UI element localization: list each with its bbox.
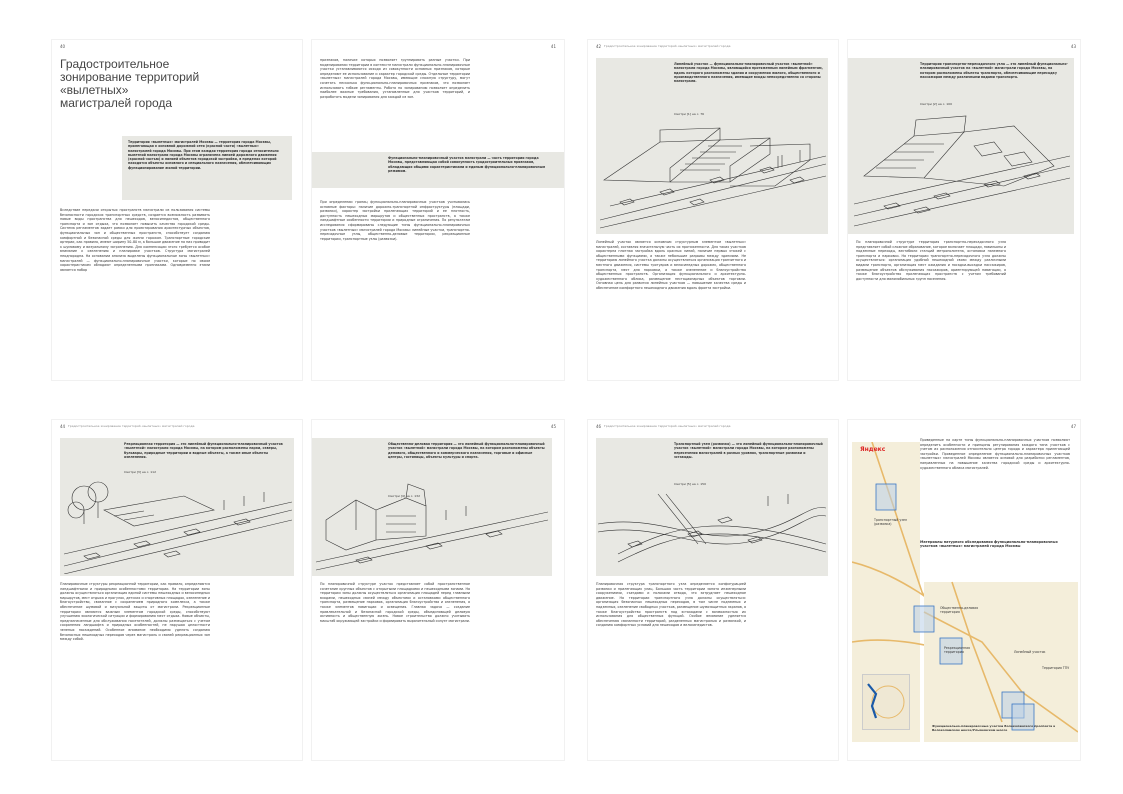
definition-text: Функционально-планировочный участок магистрали — часть территории города Москвы, представляющая собой совокупность градостроительных признаков, обладающих общими характеристиками и единым функционально-планировочным режимом.: [388, 156, 545, 173]
page-42: [588, 40, 838, 380]
page-45: [312, 420, 564, 760]
reference-label: Смотри [3] на с. 112: [124, 470, 156, 474]
label-recreation-territory: Рекреационная территория: [944, 646, 970, 654]
linear-section-sketch: [600, 120, 826, 230]
definition-text: Рекреационная территория — это линейный функционально-планировочный участок «вылетной» магистрали города Москвы, на котором расположены парки, скверы, бульвары, природные территории и водные объекты, а также иные объекты озеленения.: [124, 442, 283, 459]
running-head: Градостроительное зонирование территорий «вылетных» магистралей города: [604, 44, 731, 48]
page-title: Градостроительное зонирование территорий «вылетных» магистралей города: [60, 57, 200, 110]
page-41: [312, 40, 564, 380]
reference-label: Смотри [1] на с. 76: [674, 112, 705, 116]
body-text-top: признаков, наличие которых позволяет группировать разные участки. При моделировании территории в контексте магистрали функционально-планировочные участки устанавливаются исходя из совокупности основных признаков, которые определяют ее использование и характер городской среды. Отдельные территории «вылетных» магистралей города Москвы, имеющие сложную структуру, могут сочетать несколько функционально-планировочных признаков, что позволяет использовать гибкие регламенты. Работа по зонированию позволяет определить наиболее важные требования, установленные для участков территорий, и разработать модели зонирования для каждой из зон.: [320, 58, 470, 99]
body-text: Линейный участок является основным структурным элементом «вылетных» магистралей, составляя значительную часть их протяженности. Для таких участков характерна плотная застройка вдоль красных линий, наличие первых этажей с общественными функциями, а также небольшие разрывы между зданиями. Не территорию линейного участка должны осуществляться организация транзитного и местного движения, системы тротуаров и велосипедных дорожек, общественного транспорта, мест для парковки, а также озеленение и благоустройство общественных пространств. Организация функционального и архитектурно-художественного облика, размещение нестационарных объектов торговли. Основная цель для развития линейных участков — повышение качества среды и обеспечение комфортного пешеходного движения вдоль фронта застройки.: [596, 240, 746, 290]
running-head: Градостроительное зонирование территорий «вылетных» магистралей города: [68, 424, 195, 428]
reference-label: Смотри [4] на с. 132: [388, 494, 420, 498]
body-text: Планировочные структуры рекреационной территории, как правило, определяются ландшафтными и природными особенностями территории. На территории зоны должны осуществляться организация единой системы пешеходных и велосипедных маршрутов, мест отдыха и прогулок, детских и спортивных площадок, озеленение и благоустройство, связанное с сохранением природного комплекса, а также обеспечение шумовой и визуальной защиты от магистрали. Рекреационные территории являются важным элементом городской среды, способствуют улучшению экологической ситуации и формированию мест отдыха. Новые объекты, предназначенные для обслуживания посетителей, должны размещаться с учетом сохранения ландшафта и природных особенностей, не нарушая целостности зеленых насаждений. Особенное внимание необходимо уделять созданию безопасных пешеходных переходов через магистраль и связей рекреационных зон между собой.: [60, 582, 210, 642]
definition-text: Транспортный узел (развязка) — это линейный функционально-планировочный участок «вылетной» магистрали города Москвы, на котором расположены пересечения магистралей в разных уровнях, транспортные развязки и эстакады.: [674, 442, 823, 459]
page-40: [52, 40, 302, 380]
tpu-sketch: [854, 106, 1070, 232]
page-number: 45: [550, 424, 556, 429]
reference-label: Смотри [5] на с. 150: [674, 482, 706, 486]
page-number: 40: [60, 44, 66, 49]
interchange-sketch: [598, 484, 826, 576]
label-business-territory: Общественно-деловая территория: [940, 606, 979, 614]
body-text: По планировочной структуре участок представляет собой пространственное сочетание крупных объектов с открытыми площадками и пешеходными зонами. На территории зоны должны осуществляться организация площадей перед главными входами, пешеходных связей между объектами и остановками общественного транспорта, размещение парковок, организация благоустройства и озеленения, а также элементов навигации и освещения. Главная задача — создание привлекательной и безопасной городской среды, объединяющей деловую активность и общественную жизнь. Новое строительство должно учитывать масштаб окружающей застройки и формировать выразительный силуэт магистрали.: [320, 582, 470, 623]
bottom-caption: Функционально-планировочные участки Волоколамского проспекта в Волоколамском шоссе/Ульяновском шоссе: [932, 724, 1056, 733]
label-linear-section: Линейный участок: [1014, 650, 1046, 654]
running-head: Градостроительное зонирование территорий «вылетных» магистралей города: [604, 424, 731, 428]
page-number: 41: [550, 44, 556, 49]
label-transport-node: Транспортный узел (развязка): [874, 518, 907, 526]
inset-map-shape: [862, 674, 908, 728]
page-44: [52, 420, 302, 760]
page-number: 47: [1070, 424, 1076, 429]
recreation-sketch: [64, 470, 292, 574]
definition-text: Общественно-деловая территория — это линейный функционально-планировочный участок «вылетной» магистрали города Москвы, на котором расположены объекты делового, общественного и коммерческого назначения, торговые и офисные центры, гостиницы, объекты культуры и спорта.: [388, 442, 545, 459]
page-43: [848, 40, 1080, 380]
body-text: Вследствие передачи открытых пространств магистрали из пользования системы безопасности городских транспортных средств, создается возможность развивать новые виды пространства для пешеходов, велосипедистов, общественного транспорта и зон отдыха, что позволяет повысить качество городской среды. Система регламентов задает рамки для проектирования архитектурных объектов, функциональных зон и общественных пространств, способствует созданию комфортной и безопасной среды для жизни горожан. Транспортные городские артерии, как правило, имеют ширину 50–80 м, а большое движение на них приводит к шумовому и визуальному загрязнению. Для компенсации этого требуется особое внимание к озеленению и планировке участков. Структура магистралей неоднородна. На основании анализа выделены функциональные зоны «вылетных» магистралей — функционально-планировочные участки, которые по своим характеристикам обладают определенными признаками. Одновременно этими является набор: [60, 208, 211, 272]
page-number: 43: [1070, 44, 1076, 49]
body-text-bottom: При определении границ функционально-планировочных участков учитывались основные факторы: наличие дорожно-транспортной инфраструктуры (площади, развязки), характер застройки прилегающих территорий и ее плотность, доступность пешеходных маршрутов и общественных пространств, а также ландшафтные особенности территории и природные ограничения. По результатам исследования сформированы следующие типы функционально-планировочных участков «вылетных» магистралей города Москвы: линейные участки, транспортно-пересадочные узлы, общественно-деловые территории, рекреационные территории, транспортные узлы (развязки).: [320, 200, 470, 241]
page-number: 44: [60, 424, 66, 429]
body-text: По планировочной структуре территория транспортно-пересадочного узла представляет собой сложное образование, которое включает площади, павильоны и подземные переходы, вестибюли станций метрополитена, остановки наземного транспорта и парковки. На территории транспортно-пересадочного узла должны осуществляться: организация удобной пешеходной связи между различными видами транспорта, организация мест ожидания и посадки-высадки пассажиров, размещение объектов обслуживания пассажиров, ориентирующей навигации, а также благоустройство прилегающих пространств с учетом требований доступности для маломобильных групп населения.: [856, 240, 1007, 281]
definition-text: Линейный участок — функционально-планировочный участок «вылетной» магистрали города Москвы, являющийся протяженным линейным фрагментом, вдоль которого расположены здания и сооружения жилого, общественного и производственного назначения, имеющие входы непосредственно со стороны магистрали.: [674, 62, 823, 84]
definition-text: Территория транспортно-пересадочного узла — это линейный функционально-планировочный участок на «вылетной» магистрали города Москвы, на котором расположены объекты транспорта, обеспечивающие пересадку пассажиров между различными видами транспорта.: [920, 62, 1068, 79]
reference-label: Смотри [2] на с. 100: [920, 102, 952, 106]
definition-text: Территория «вылетных» магистралей Москвы — территория города Москвы, прилегающая к основной дорожной сети (красной части) «вылетных» магистралей города Москвы. При этом каждая территория города относительно вылетной магистрали города Москвы ограничена линией дорожного движения (красной частью) и линией объектов городской застройки, в пределах которой находятся объекты основного и специального назначения, обеспечивающих функционирование жилой территории.: [128, 140, 279, 170]
map-brand: Яндекс: [860, 446, 886, 453]
business-sketch: [316, 480, 548, 574]
page-47: [848, 420, 1080, 760]
body-text: Планировочная структура транспортного узла определяется конфигурацией развязки и прилегающих улиц. Большая часть территории занята инженерными сооружениями, съездами и полосами отвода, что затрудняет пешеходное движение. На территории транспортного узла должны осуществляться: организация безопасных пешеходных переходов, в том числе подземных и надземных, озеленение свободных участков, размещение шумозащитных экранов, а также благоустройство пространств под эстакадами с возможностью их использования для общественных функций. Особое внимание уделяется обеспечению связанности территорий, разделенных магистралью и развязкой, и созданию комфортных условий для пешеходов и велосипедистов.: [596, 582, 746, 628]
body-text-top: Приведенные на карте типы функционально-планировочных участков позволяют определить особенности и принципы регулирования каждого типа участков с учетом их расположения относительно центра города и характера прилегающей застройки. Проведенное определение функционально-планировочных участков «вылетных» магистралей Москвы является основой для разработки регламентов, направленных на повышение качества городской среды и архитектурно-художественного облика магистралей.: [920, 438, 1070, 470]
label-tpu-territory: Территория ТПУ: [1042, 666, 1070, 670]
map-caption: Материалы натурного обследования функционально-планировочных участков «вылетных» магистралей города Москвы: [920, 540, 1058, 549]
page-46: [588, 420, 838, 760]
page-number: 42: [596, 44, 602, 49]
page-number: 46: [596, 424, 602, 429]
